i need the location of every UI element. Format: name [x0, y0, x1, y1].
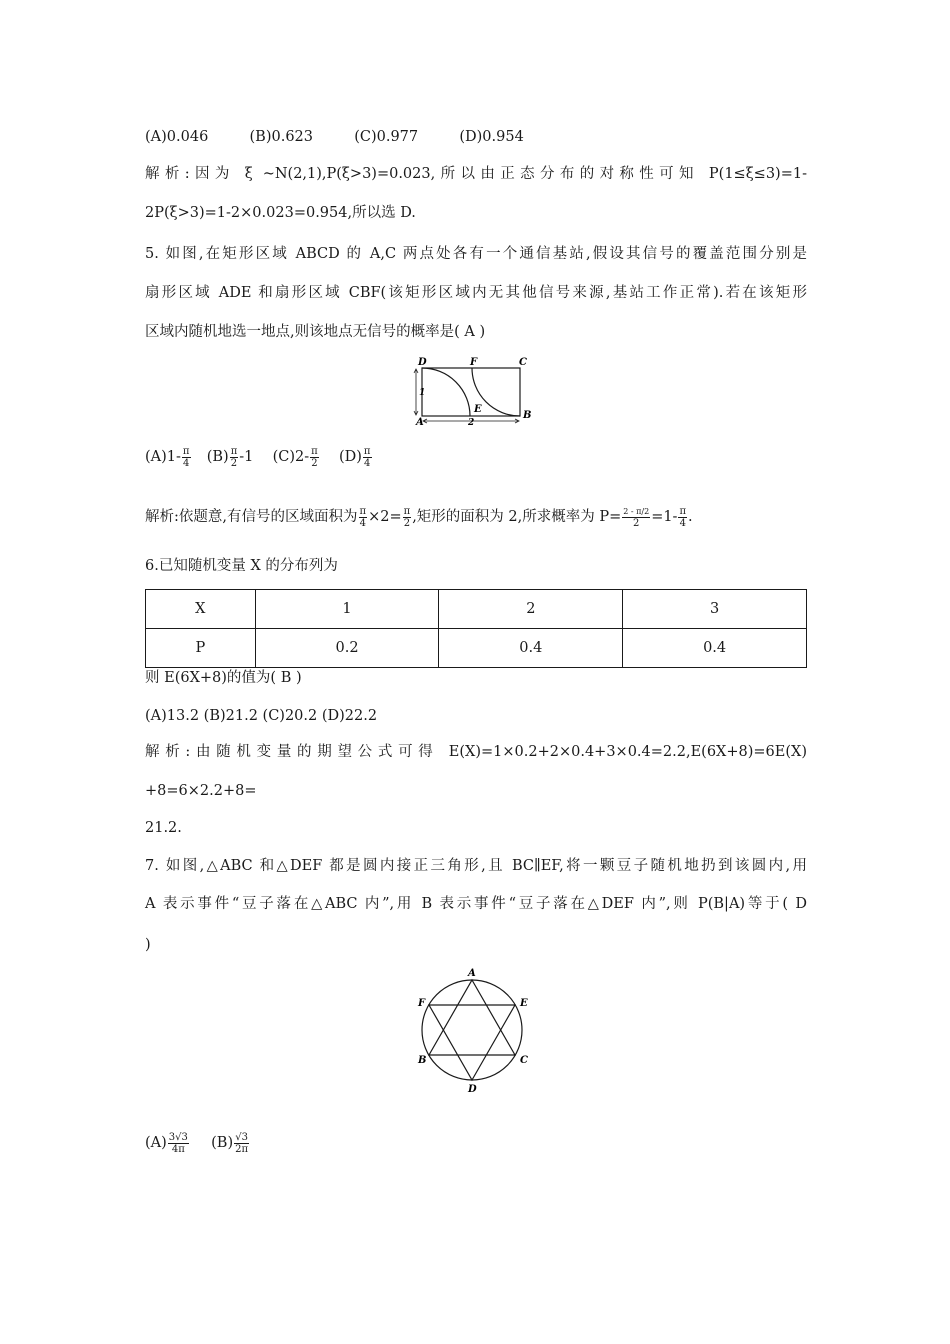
q5-solution-frac3: $\frac{2 - \pi/2}{2}$ — [623, 506, 650, 529]
table-cell-x-label: X — [146, 590, 256, 629]
q7-option-b-prefix: (B) — [211, 1135, 234, 1151]
q6-solution-line3: 21.2. — [145, 820, 182, 836]
q6-title: 6.已知随机变量 X 的分布列为 — [145, 558, 338, 574]
label-one: 1 — [419, 388, 426, 398]
q7-stem-line3: ) — [145, 937, 151, 953]
q5-option-c-prefix: (C)2- — [272, 449, 310, 465]
q4-option-d: (D)0.954 — [459, 129, 524, 145]
label-two: 2 — [468, 418, 475, 426]
table-cell-x2: 2 — [439, 590, 623, 629]
q5-option-a-fraction: $\frac{\pi}{4}$ — [182, 445, 190, 469]
q5-solution-text5: . — [688, 509, 693, 525]
q7-stem-line1: 7. 如图,△ABC 和△DEF 都是圆内接正三角形,且 BC∥EF,将一颗豆子随机地扔到该圆内,用 — [145, 858, 807, 874]
q5-stem-line2: 扇形区域 ADE 和扇形区域 CBF(该矩形区域内无其他信号来源,基站工作正常).若在该矩形 — [145, 285, 807, 301]
q5-option-a-prefix: (A)1- — [145, 449, 181, 465]
q5-option-d-prefix: (D) — [338, 449, 362, 465]
q5-solution-text4: =1- — [651, 509, 678, 525]
q4-option-b: (B)0.623 — [249, 129, 313, 145]
triangle-abc — [429, 980, 515, 1055]
q4-solution-line1: 解析:因为 ξ ~N(2,1),P(ξ>3)=0.023,所以由正态分布的对称性可知 P(1≤ξ≤3)=1- — [145, 166, 807, 182]
circle — [422, 980, 522, 1080]
q7-stem-line2: A 表示事件“豆子落在△ABC 内”,用 B 表示事件“豆子落在△DEF 内”,则 P(B|A)等于( D — [145, 896, 807, 912]
label-b: B — [418, 1055, 427, 1066]
q7-option-a-prefix: (A) — [145, 1135, 167, 1151]
label-f: F — [470, 357, 478, 368]
table-row — [146, 629, 807, 668]
q7-option-a-fraction: $\frac{3√3}{4\pi}$ — [168, 1131, 188, 1155]
q7-hexagram-figure — [414, 966, 538, 1096]
q5-solution-frac2: $\frac{\pi}{2}$ — [403, 505, 411, 529]
q4-options — [145, 127, 524, 147]
q6-distribution-table — [145, 589, 807, 668]
table-cell-p-label: P — [146, 629, 256, 668]
q7-option-b-fraction: $\frac{√3}{2\pi}$ — [235, 1131, 249, 1155]
q5-option-b-fraction: $\frac{\pi}{2}$ — [230, 445, 238, 469]
q5-solution-frac4: $\frac{\pi}{4}$ — [679, 505, 687, 529]
q4-option-c: (C)0.977 — [354, 129, 419, 145]
arc-ade — [422, 368, 470, 416]
label-c: C — [520, 1055, 528, 1066]
q7-options — [145, 1130, 250, 1156]
q5-option-b-prefix: (B) — [206, 449, 229, 465]
q5-options — [145, 445, 373, 469]
q5-stem-line1: 5. 如图,在矩形区域 ABCD 的 A,C 两点处各有一个通信基站,假设其信号的覆盖范围分别是 — [145, 246, 807, 262]
q5-solution-text2: ×2= — [368, 509, 402, 525]
q6-question: 则 E(6X+8)的值为( B ) — [145, 670, 302, 686]
q5-stem-line3: 区域内随机地选一地点,则该地点无信号的概率是( A ) — [145, 324, 486, 340]
table-cell-p1: 0.2 — [255, 629, 439, 668]
q5-solution-text1: 解析:依题意,有信号的区域面积为 — [145, 509, 358, 525]
table-cell-x3: 3 — [623, 590, 807, 629]
q5-solution-frac1: $\frac{\pi}{4}$ — [359, 505, 367, 529]
rectangle-abcd — [422, 368, 520, 416]
label-f: F — [418, 998, 426, 1009]
q6-solution-line2: +8=6×2.2+8= — [145, 783, 257, 799]
table-cell-x1: 1 — [255, 590, 439, 629]
q5-option-b-suffix: -1 — [239, 449, 254, 465]
label-d: D — [418, 357, 427, 368]
label-e: E — [520, 998, 528, 1009]
triangle-def — [429, 1005, 515, 1080]
label-d: D — [468, 1084, 477, 1095]
q5-solution-text3: ,矩形的面积为 2,所求概率为 P= — [412, 509, 622, 525]
label-c: C — [519, 357, 527, 368]
q5-rectangle-figure — [408, 352, 540, 426]
q6-options: (A)13.2 (B)21.2 (C)20.2 (D)22.2 — [145, 708, 378, 724]
label-e: E — [474, 404, 482, 415]
q5-option-c-fraction: $\frac{\pi}{2}$ — [311, 445, 318, 469]
q5-solution — [145, 504, 693, 530]
q4-option-a: (A)0.046 — [145, 129, 209, 145]
label-a: A — [416, 417, 424, 426]
table-cell-p3: 0.4 — [623, 629, 807, 668]
q4-solution-line2: 2P(ξ>3)=1-2×0.023=0.954,所以选 D. — [145, 205, 416, 221]
q5-option-d-fraction: $\frac{\pi}{4}$ — [363, 445, 371, 469]
label-b: B — [523, 410, 532, 421]
table-cell-p2: 0.4 — [439, 629, 623, 668]
label-a: A — [468, 968, 476, 979]
q6-solution-line1: 解析:由随机变量的期望公式可得 E(X)=1×0.2+2×0.4+3×0.4=2.2,E(6X+8)=6E(X) — [145, 744, 807, 760]
table-row — [146, 590, 807, 629]
